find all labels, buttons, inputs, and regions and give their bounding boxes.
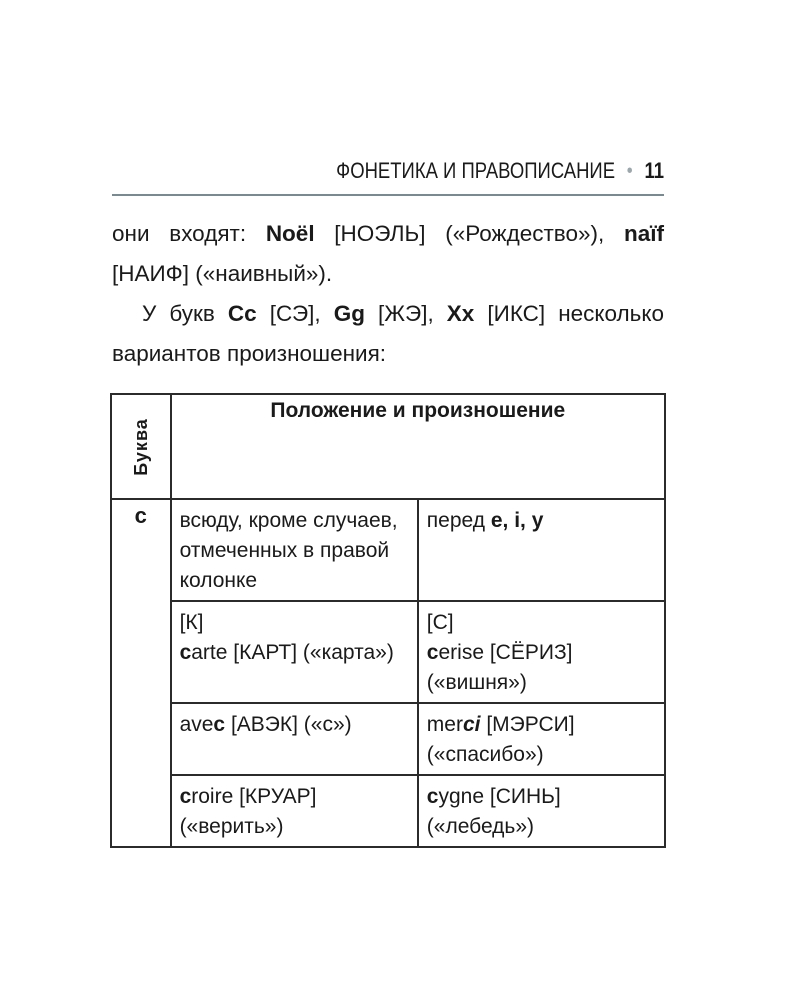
text-run: [НОЭЛЬ] («Рождество»), (314, 221, 624, 246)
table-row (111, 703, 665, 775)
text-run: У букв (142, 301, 228, 326)
table-row (111, 775, 665, 847)
cell-text: ave (179, 713, 214, 736)
cell-bold: c (213, 713, 226, 736)
table-cell (418, 601, 665, 703)
letter-cc: Cc (227, 301, 257, 326)
section-title: ФОНЕТИКА И ПРАВОПИСАНИЕ (336, 158, 616, 183)
cell-text: [МЭРСИ] («спасибо») (426, 713, 575, 766)
word-noel: Noël (265, 221, 315, 246)
cell-text: arte [КАРТ] («карта») (191, 641, 394, 664)
table-cell (171, 775, 418, 847)
page-number: 11 (644, 158, 664, 183)
paragraph-2 (112, 294, 664, 374)
cell-bold: c (179, 785, 192, 808)
cell-text: перед (426, 509, 491, 532)
text-run: [СЭ], (256, 301, 334, 326)
col-header-letter (111, 394, 171, 499)
cell-bold: c (426, 641, 439, 664)
running-head (200, 158, 664, 184)
text-run: [НАИФ] («наивный»). (112, 261, 333, 286)
table-cell (171, 601, 418, 703)
cell-bold: c (426, 785, 439, 808)
col-header-letter-text: Буква (130, 417, 151, 476)
table-row (111, 601, 665, 703)
text-run: [ИКС] несколько вариантов произношения: (112, 301, 665, 366)
table-cell (418, 703, 665, 775)
text-run: они входят: (112, 221, 266, 246)
body-text (112, 214, 664, 374)
sound-label: [С] (426, 611, 454, 634)
col-header-position: Положение и произношение (171, 394, 665, 499)
pronunciation-table (110, 393, 666, 848)
letter-xx: Xx (446, 301, 475, 326)
bullet-separator: • (626, 159, 633, 182)
cell-bold: e, i, y (490, 509, 544, 532)
table-cell (418, 499, 665, 601)
word-naif: naïf (623, 221, 664, 246)
cell-text: ygne [СИНЬ] («лебедь») (426, 785, 561, 838)
cell-text: mer (426, 713, 463, 736)
cell-bold: c (179, 641, 192, 664)
cell-text: [АВЭК] («с») (225, 713, 352, 736)
table-cell (171, 499, 418, 601)
paragraph-1 (112, 214, 664, 294)
letter-cell: c (111, 499, 171, 847)
cell-text: всюду, кроме случаев, отмеченных в правой колонке (179, 509, 398, 592)
letter-gg: Gg (333, 301, 365, 326)
table-cell (418, 775, 665, 847)
text-run: [ЖЭ], (364, 301, 447, 326)
cell-bold-italic: ci (462, 713, 481, 736)
header-rule (112, 194, 664, 196)
cell-text: roire [КРУАР] («верить») (179, 785, 317, 838)
cell-text: erise [СЁРИЗ] («вишня») (426, 641, 573, 694)
sound-label: [К] (179, 611, 204, 634)
table-header-row (111, 394, 665, 499)
table-row (111, 499, 665, 601)
table-cell (171, 703, 418, 775)
